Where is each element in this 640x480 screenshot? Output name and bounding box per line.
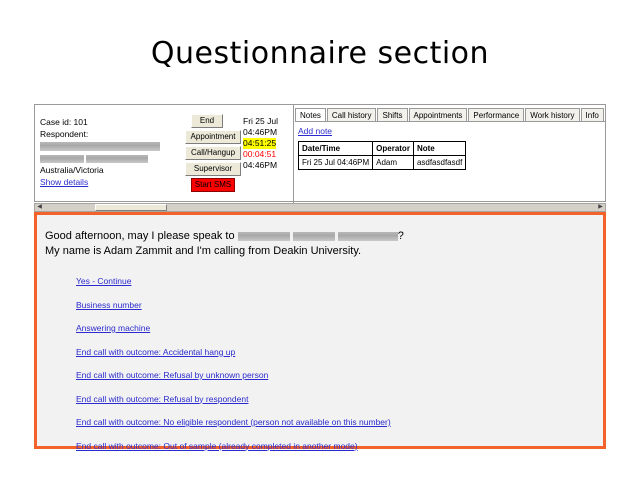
redaction-bar: [293, 232, 335, 241]
question-line-1: [45, 229, 404, 244]
tab-notes[interactable]: Notes: [295, 108, 326, 122]
redaction-bar: [238, 232, 290, 241]
tab-info[interactable]: Info: [581, 108, 604, 122]
question-text: [45, 229, 404, 259]
current-time: 04:46PM: [243, 127, 278, 137]
call-hangup-button[interactable]: Call/Hangup: [185, 146, 241, 160]
scroll-right-arrow-icon[interactable]: ▶: [598, 204, 603, 210]
call-control-buttons: [185, 114, 241, 194]
tab-work-history[interactable]: Work history: [525, 108, 579, 122]
option-yes-continue[interactable]: Yes - Continue: [76, 276, 132, 286]
option-out-of-sample[interactable]: End call with outcome: Out of sample (already completed in another mode): [76, 440, 358, 451]
end-button[interactable]: End: [191, 114, 223, 128]
tab-underline: [295, 121, 605, 122]
option-refusal-unknown-person[interactable]: End call with outcome: Refusal by unknown person: [76, 370, 269, 380]
cell-note: asdfasdfasdf: [413, 156, 465, 170]
tab-shifts[interactable]: Shifts: [377, 108, 407, 122]
scroll-left-arrow-icon[interactable]: ◀: [37, 204, 42, 210]
scrollbar-thumb[interactable]: [95, 204, 167, 211]
case-location: Australia/Victoria: [40, 165, 104, 175]
tab-performance[interactable]: Performance: [468, 108, 524, 122]
panel-divider: [293, 105, 294, 203]
table-row[interactable]: [299, 156, 466, 170]
current-date: Fri 25 Jul: [243, 116, 278, 126]
redaction-bar: [40, 142, 160, 151]
supervisor-button[interactable]: Supervisor: [185, 162, 241, 176]
column-header-datetime: Date/Time: [299, 142, 373, 156]
respondent-phone-redacted: [40, 152, 170, 164]
question-line-1-suffix: ?: [397, 230, 404, 242]
add-note-link[interactable]: Add note: [298, 126, 333, 136]
question-line-2: My name is Adam Zammit and I'm calling from Deakin University.: [45, 245, 362, 257]
case-details-block: [40, 116, 170, 188]
response-option-list: [76, 275, 596, 463]
tab-strip: [295, 108, 605, 122]
call-timer-highlight: 04:51:25: [243, 138, 277, 148]
call-start-time: 04:46PM: [243, 160, 278, 170]
cell-operator: Adam: [373, 156, 414, 170]
show-details-link[interactable]: Show details: [40, 177, 89, 187]
call-duration: 00:04:51: [243, 149, 277, 159]
notes-table: [298, 141, 466, 170]
page-title: Questionnaire section: [150, 36, 490, 71]
column-header-operator: Operator: [373, 142, 414, 156]
application-screenshot: [34, 104, 606, 449]
table-header-row: [299, 142, 466, 156]
respondent-label: Respondent:: [40, 129, 89, 139]
cell-datetime: Fri 25 Jul 04:46PM: [299, 156, 373, 170]
respondent-name-redacted: [40, 140, 170, 152]
option-business-number[interactable]: Business number: [76, 299, 142, 310]
start-sms-button[interactable]: Start SMS: [191, 178, 235, 192]
option-answering-machine[interactable]: Answering machine: [76, 323, 151, 333]
redaction-bar: [86, 155, 148, 163]
option-no-eligible-respondent[interactable]: End call with outcome: No eligible respondent (person not available on this number): [76, 417, 391, 427]
column-header-note: Note: [413, 142, 465, 156]
option-refusal-by-respondent[interactable]: End call with outcome: Refusal by respondent: [76, 393, 249, 404]
redaction-bar: [338, 232, 398, 241]
call-info-panel: [34, 104, 606, 202]
appointment-button[interactable]: Appointment: [185, 130, 241, 144]
option-accidental-hangup[interactable]: End call with outcome: Accidental hang up: [76, 346, 236, 357]
case-id: Case id: 101: [40, 117, 88, 127]
redaction-bar: [40, 155, 84, 163]
tab-call-history[interactable]: Call history: [327, 108, 377, 122]
questionnaire-section-panel: [34, 212, 606, 449]
tab-appointments[interactable]: Appointments: [409, 108, 468, 122]
question-line-1-prefix: Good afternoon, may I please speak to: [45, 230, 238, 242]
horizontal-scrollbar[interactable]: [34, 203, 606, 212]
time-column: [243, 116, 293, 171]
